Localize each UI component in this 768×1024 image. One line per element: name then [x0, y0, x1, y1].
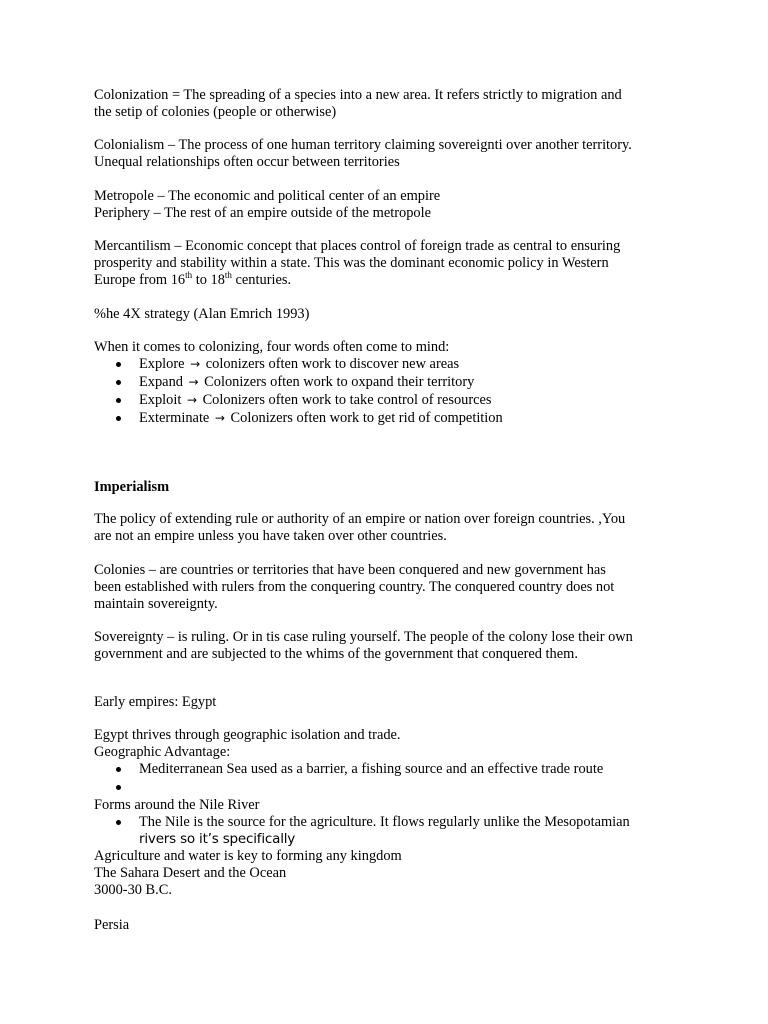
egypt-dates: 3000-30 B.C. — [94, 882, 172, 898]
list-item: Explore → colonizers often work to discover new areas — [94, 356, 694, 374]
egypt-section — [94, 727, 694, 899]
list-item: The Nile is the source for the agriculture. It flows regularly unlike the Mesopotamian rivers so it’s specifically — [94, 814, 694, 848]
metropole-definition: Metropole – The economic and political center of an empire — [94, 188, 441, 204]
bullet-icon — [116, 416, 121, 421]
metropole-paragraph — [94, 188, 694, 222]
nile-list — [94, 814, 694, 848]
imperialism-heading: Imperialism — [94, 479, 170, 495]
agriculture-line: Agriculture and water is key to forming any kingdom — [94, 848, 402, 864]
strategy-title: %he 4X strategy (Alan Emrich 1993) — [94, 306, 310, 322]
list-item: Exterminate → Colonizers often work to get rid of competition — [94, 410, 694, 428]
list-item: Exploit → Colonizers often work to take control of resources — [94, 392, 694, 410]
arrow-right-icon: → — [190, 357, 201, 371]
mercantilism-line-3: Europe from 16th to 18th centuries. — [94, 270, 292, 288]
colonialism-paragraph — [94, 137, 694, 171]
bullet-icon — [116, 380, 121, 385]
mercantilism-line-2: prosperity and stability within a state. This was the dominant economic policy in Western — [94, 255, 609, 271]
mercantilism-line-1: Mercantilism – Economic concept that places control of foreign trade as central to ensuring — [94, 238, 621, 254]
colonialism-line-1: Colonialism – The process of one human territory claiming sovereignti over another territory. — [94, 137, 632, 153]
arrow-right-icon: → — [186, 393, 198, 407]
persia-heading: Persia — [94, 917, 130, 933]
fourx-section — [94, 339, 694, 428]
colonization-line-1: Colonization = The spreading of a species into a new area. It refers strictly to migration and — [94, 87, 622, 103]
geographic-advantage: Geographic Advantage: — [94, 744, 231, 760]
sovereignty-paragraph: Sovereignty – is ruling. Or in tis case ruling yourself. The people of the colony lose their own government and are subjected to the whims of the government that conquered them. — [94, 629, 633, 662]
bullet-icon — [116, 398, 121, 403]
colonies-paragraph: Colonies – are countries or territories that have been conquered and new government has been established with rulers from the conquering country. The conquered country does not maintain sovereignty. — [94, 562, 615, 612]
colonization-line-2: the setip of colonies (people or otherwise) — [94, 104, 337, 120]
bullet-icon — [116, 767, 121, 772]
fourx-list — [94, 356, 694, 428]
advantage-list — [94, 761, 694, 797]
bullet-icon — [116, 820, 121, 825]
arrow-right-icon: → — [188, 375, 199, 389]
nile-heading: Forms around the Nile River — [94, 797, 260, 813]
list-item: Mediterranean Sea used as a barrier, a fishing source and an effective trade route — [94, 761, 694, 779]
egypt-thrives: Egypt thrives through geographic isolation and trade. — [94, 727, 401, 743]
bullet-icon — [116, 362, 121, 367]
bullet-icon — [116, 785, 121, 790]
fourx-intro: When it comes to colonizing, four words often come to mind: — [94, 339, 450, 355]
list-item: Expand → Colonizers often work to oxpand their territory — [94, 374, 694, 392]
list-item — [94, 779, 694, 797]
egypt-heading: Early empires: Egypt — [94, 694, 217, 710]
arrow-right-icon: → — [214, 411, 225, 425]
periphery-definition: Periphery – The rest of an empire outside of the metropole — [94, 205, 432, 221]
imperialism-definition: The policy of extending rule or authority of an empire or nation over foreign countries. ,You are not an empire unless you have taken over other countries. — [94, 511, 626, 544]
colonization-paragraph — [94, 87, 694, 121]
colonialism-line-2: Unequal relationships often occur between territories — [94, 154, 400, 170]
mercantilism-paragraph — [94, 238, 694, 289]
sahara-line: The Sahara Desert and the Ocean — [94, 865, 287, 881]
